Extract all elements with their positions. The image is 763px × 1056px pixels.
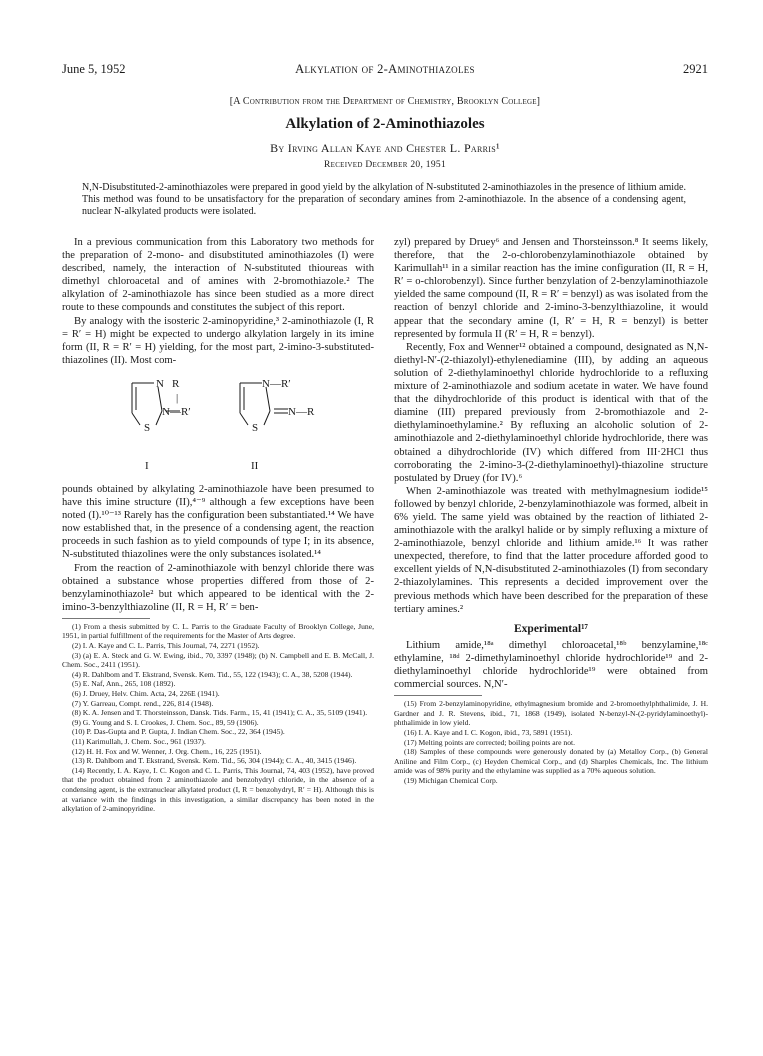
footnotes-right	[394, 699, 708, 785]
footnotes-left	[62, 622, 374, 814]
body-paragraph: zyl) prepared by Druey⁶ and Jensen and Thorsteinsson.⁸ It seems likely, therefore, that the 2-o-chlorobenzylaminothiazole obtained by Karimullah¹¹ in a similar reaction has the imine configuration (II, R = H, R′ = o-chlorobenzyl). Since further benzylation of 2-benzylaminothiazole yielded the same compound (II, R = R′ = benzyl) as was isolated from the reaction of benzyl chloride and 2-imino-3-benzylthiazoline, it would appear that the secondary amine (I, R′ = H, R = benzyl) is better represented by formula II (R′ = H, R = benzyl).	[394, 237, 708, 340]
running-head-date: June 5, 1952	[62, 62, 126, 76]
body-paragraph: Lithium amide,¹⁸ᵃ dimethyl chloroacetal,¹⁸ᵇ benzylamine,¹⁸ᶜ ethylamine, ¹⁸ᵈ 2-dimethylaminoethyl chloride hydrochloride¹⁹ and 2-diethylaminoethyl chloride hydrochloride¹⁹ were obtained from commercial sources. N,N′-	[394, 639, 708, 691]
footnote: (3) (a) E. A. Steck and G. W. Ewing, ibid., 70, 3397 (1948); (b) N. Campbell and E. B. McCall, J. Chem. Soc., 2411 (1951).	[62, 650, 374, 670]
structure-ii-s: S	[252, 421, 259, 434]
section-heading-experimental: Experimental¹⁷	[514, 622, 588, 635]
footnote: (7) Y. Garreau, Compt. rend., 226, 814 (1948).	[72, 698, 214, 708]
body-paragraph: When 2-aminothiazole was treated with methylmagnesium iodide¹⁵ followed by benzyl chloride, 2-benzylaminothiazole was formed, albeit in 6% yield. The same yield was obtained by the reaction of lithiated 2-aminothiazole with the aralkyl halide or by simply refluxing a mixture of 2-aminothiazole, benzyl chloride and lithium amide.¹⁶ It was rather unexpected, therefore, to find that the latter procedure afforded good to excellent yields of N,N-disubstituted 2-aminothiazoles (I) from secondary 2-thiazolylamines. This represents a decided improvement over the previous methods which have been described for the preparation of these tertiary amines.²	[394, 485, 708, 615]
body-paragraph: From the reaction of 2-aminothiazole with benzyl chloride there was obtained a substance whose properties differed from those of 2-benzylaminothiazole² but which appeared to be identical with the 2-imino-3-benzylthiazoline (II, R = H, R′ = ben-	[62, 562, 374, 613]
footnote: (15) From 2-benzylaminopyridine, ethylmagnesium bromide and 2-bromoethylphthalimide, J. H. Gardner and J. R. Stevens, ibid., 71, 1868 (1949), isolated N-benzyl-N-(2-pyridylaminoethyl)-phthalimide in low yield.	[394, 699, 708, 728]
abstract: N,N-Disubstituted-2-aminothiazoles were prepared in good yield by the alkylation of N-substituted 2-aminothiazoles in the presence of lithium amide. This method was found to be unsatisfactory for the preparation of secondary amines from 2-aminothiazole. In the absence of a condensing agent, nuclear N-alkylated products were isolated.	[82, 182, 686, 217]
footnote-divider	[394, 695, 482, 696]
structure-i-label: I	[145, 459, 149, 472]
footnote: (1) From a thesis submitted by C. L. Parris to the Graduate Faculty of Brooklyn College, June, 1951, in partial fulfillment of the requirements for the Master of Arts degree.	[62, 621, 374, 641]
svg-text:|: |	[176, 391, 179, 404]
footnote: (17) Melting points are corrected; boiling points are not.	[404, 737, 576, 747]
footnote: (9) G. Young and S. I. Crookes, J. Chem. Soc., 89, 59 (1906).	[72, 717, 259, 727]
footnote: (5) E. Naf, Ann., 265, 108 (1892).	[72, 679, 176, 689]
footnote: (16) I. A. Kaye and I. C. Kogon, ibid., 73, 5891 (1951).	[404, 727, 573, 737]
body-paragraph: By analogy with the isosteric 2-aminopyridine,³ 2-aminothiazole (I, R = R′ = H) might be expected to undergo alkylation largely in its imine form (II, R = R′ = H) yielding, for the most part, 2-imino-3-substituted-thiazolines (II). Most com-	[62, 315, 374, 366]
chemical-structures	[62, 373, 374, 479]
received-date: Received December 20, 1951	[324, 160, 446, 170]
structure-diagram	[62, 373, 374, 479]
running-head-title: Alkylation of 2-Aminothiazoles	[295, 62, 475, 76]
footnote: (12) H. H. Fox and W. Wenner, J. Org. Chem., 16, 225 (1951).	[72, 746, 262, 756]
footnote-divider	[62, 618, 150, 619]
structure-ii-nr-top: N—R′	[262, 377, 291, 390]
structure-ii-label: II	[251, 459, 259, 472]
body-paragraph: In a previous communication from this Laboratory two methods for the preparation of 2-mono- and disubstituted aminothiazoles (I) were described, namely, the interaction of N-substituted thioureas with dimethyl chloroacetal and of amines with 2-bromothiazole.² The alkylation of 2-aminothiazole has since been studied as a more direct route to these compounds and constitutes the subject of this report.	[62, 237, 374, 314]
author-line: By Irving Allan Kaye and Chester L. Parris¹	[270, 141, 500, 155]
contribution-line: [A Contribution from the Department of Chemistry, Brooklyn College]	[229, 96, 541, 107]
footnote: (13) R. Dahlbom and T. Ekstrand, Svensk. Kem. Tid., 56, 304 (1944); C. A., 40, 3415 (1946).	[72, 756, 357, 766]
structure-i-nr: N—R′	[162, 405, 191, 418]
footnote: (4) R. Dahlbom and T. Ekstrand, Svensk. Kem. Tid., 55, 122 (1943); C. A., 38, 5208 (1944).	[72, 669, 353, 679]
footnote: (10) P. Das-Gupta and P. Gupta, J. Indian Chem. Soc., 22, 364 (1945).	[72, 727, 285, 737]
article-title: Alkylation of 2-Aminothiazoles	[285, 116, 485, 132]
body-paragraph: pounds obtained by alkylating 2-aminothiazole have been presumed to have this imine structure (II),⁴⁻⁹ although a few exceptions have been noted (I).¹⁰⁻¹³ Rarely has the configuration been substantiated.¹⁴ We have now established that, in the presence of a condensing agent, the reaction proceeds in such fashion as to yield compounds of type I; in its absence, N-substituted thiazolines were the only substances isolated.¹⁴	[62, 483, 374, 561]
structure-i-s: S	[144, 421, 151, 434]
body-paragraph: Recently, Fox and Wenner¹² obtained a compound, designated as N,N-diethyl-N′-(2-thiazolyl)-ethylenediamine (III), by adding an aqueous solution of 2-diethylaminoethyl chloride hydrochloride to a refluxing mixture of 2-aminothiazole and sodium acetate in water. We have found that the dihydrochloride of this product is identical with that of the diamine (III) prepared previously from 2-bromothiazole and 2-diethylaminoethylamine.² By refluxing an alcoholic solution of 2-aminothiazole and 2-diethylaminoethyl chloride hydrochloride, there was obtained a dihydrochloride (IV) which differed from III·2HCl thus corroborating the 2-imino-3-(2-diethylaminoethyl)-thiazoline structure postulated by Druey (for IV).⁶	[394, 341, 708, 484]
left-column	[62, 236, 374, 814]
page-number: 2921	[683, 62, 708, 76]
footnote: (8) K. A. Jensen and T. Thorsteinsson, Dansk. Tids. Farm., 15, 41 (1941); C. A., 35, 5109 (1941).	[72, 708, 368, 718]
footnote: (18) Samples of these compounds were generously donated by (a) Metalloy Corp., (b) General Aniline and Film Corp., (c) Heyden Chemical Corp., and (d) Sharples Chemicals, Inc. The lithium amide was of 98% purity and the ethylamine was supplied as a 70% aqueous solution.	[394, 747, 708, 776]
right-column	[394, 236, 708, 786]
footnote: (6) J. Druey, Helv. Chim. Acta, 24, 226E (1941).	[72, 689, 220, 699]
footnote: (2) I. A. Kaye and C. L. Parris, This Journal, 74, 2271 (1952).	[72, 641, 260, 651]
structure-i-n: N	[156, 377, 164, 390]
structure-ii-nr: N—R	[288, 405, 315, 418]
structure-i-r: R	[172, 377, 180, 390]
footnote: (11) Karimullah, J. Chem. Soc., 961 (1937).	[72, 737, 206, 746]
running-head	[62, 62, 708, 78]
footnote: (14) Recently, I. A. Kaye, I. C. Kogon and C. L. Parris, This Journal, 74, 403 (1952), have proved that the product obtained from 2 aminothiazole and benzohydryl chloride, in the absence of a condensing agent, is the extranuclear alkylated product (I, R = benzohydryl, R′ = H). Although this is at variance with the findings in this investigation, a similar discrepancy has been noted in the alkylation of 2-aminopyridine.	[62, 765, 374, 814]
footnote: (19) Michigan Chemical Corp.	[404, 775, 498, 785]
